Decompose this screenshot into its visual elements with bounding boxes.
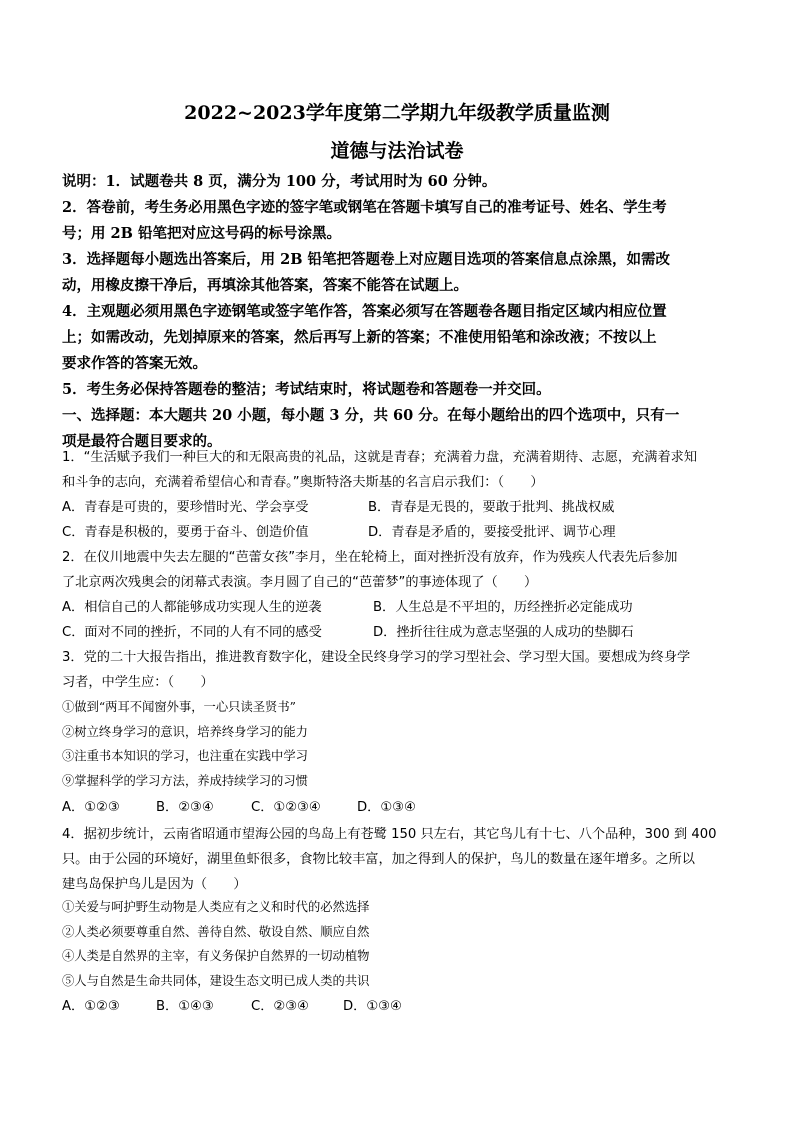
question-2-option-b[interactable]: B．人生总是不平坦的，历经挫折必定能成功 — [373, 600, 633, 615]
question-4-statement-1: ①关爱与呵护野生动物是人类应有之义和时代的必然选择 — [62, 900, 370, 914]
question-3-options — [62, 795, 734, 820]
question-3-statement-3: ③注重书本知识的学习，也注重在实践中学习 — [62, 749, 308, 763]
exam-title: 2022~2023学年度第二学期九年级教学质量监测 — [184, 102, 610, 124]
question-4-options — [62, 994, 734, 1019]
question-3-option-a[interactable]: A．①②③ — [62, 800, 120, 815]
question-3 — [62, 645, 734, 695]
question-2-stem-line-1: 2．在仪川地震中失去左腿的“芭蕾女孩”李月，坐在轮椅上，面对挫折没有放弃，作为残疾人代表先后参加 — [62, 550, 678, 565]
question-4-statement-2: ②人类必须要尊重自然、善待自然、敬设自然、顺应自然 — [62, 924, 370, 939]
instruction-1: 说明：1．试题卷共 8 页，满分为 100 分，考试用时为 60 分钟。 — [62, 173, 497, 190]
question-2-options — [62, 595, 734, 645]
question-4-statement-4: ⑤人与自然是生命共同体，建设生态文明已成人类的共识 — [62, 973, 370, 988]
question-4-stem-line-3: 建鸟岛保护鸟儿是因为（ ） — [62, 877, 247, 892]
question-4-statements — [62, 895, 734, 993]
question-1-stem-line-1: 1．“生活赋予我们一种巨大的和无限高贵的礼品，这就是青春；充满着力盘，充满着期待、志愿，充满着求知 — [62, 450, 698, 465]
instruction-4-line-3: 要求作答的答案无效。 — [62, 355, 207, 372]
instructions — [62, 169, 734, 455]
question-3-statement-4: ⑨掌握科学的学习方法，养成持续学习的习惯 — [62, 773, 308, 788]
question-4-option-a[interactable]: A．①②③ — [62, 999, 120, 1014]
question-3-stem-line-1: 3．党的二十大报告指出，推进教育数字化，建设全民终身学习的学习型社会、学习型大国。要想成为终身学 — [62, 650, 691, 665]
question-1-options — [62, 495, 734, 545]
question-3-option-d[interactable]: D．①③④ — [357, 800, 416, 815]
question-1-option-d[interactable]: D．青春是矛盾的，要接受批评、调节心理 — [368, 525, 616, 540]
question-4 — [62, 822, 734, 897]
question-3-statements — [62, 695, 734, 793]
instruction-2-line-2: 号；用 2B 铅笔把对应这号码的标号涂黑。 — [62, 225, 341, 242]
question-3-statement-1: ①做到“两耳不闻窗外事，一心只读圣贤书” — [62, 700, 296, 714]
question-3-stem-line-2: 习者，中学生应：（ ） — [62, 675, 214, 690]
question-1-stem-line-2: 和斗争的志向，充满着希望信心和青春。”奥斯特洛夫斯基的名言启示我们：（ ） — [62, 475, 544, 490]
instruction-4-line-1: 4．主观题必须用黑色字迹钢笔或签字笔作答，答案必须写在答题卷各题目指定区域内相应位置 — [62, 303, 667, 320]
question-1 — [62, 445, 734, 495]
question-4-option-c[interactable]: C．②③④ — [251, 999, 309, 1014]
question-3-option-b[interactable]: B．②③④ — [156, 800, 214, 815]
question-4-statement-3: ④人类是自然界的主宰，有义务保护自然界的一切动植物 — [62, 949, 370, 963]
question-2 — [62, 545, 734, 595]
question-4-option-b[interactable]: B．①④③ — [156, 999, 214, 1014]
question-1-option-c[interactable]: C．青春是积极的，要勇于奋斗、创造价值 — [62, 525, 309, 540]
question-2-option-d[interactable]: D．挫折往往成为意志坚强的人成功的垫脚石 — [373, 625, 634, 640]
question-1-option-b[interactable]: B．青春是无畏的，要敢于批判、挑战权威 — [368, 500, 615, 515]
instruction-2-line-1: 2．答卷前，考生务必用黑色字迹的签字笔或钢笔在答题卡填写自己的准考证号、姓名、学生考 — [62, 199, 667, 216]
question-2-stem-line-2: 了北京两次残奥会的闭幕式表演。李月圆了自己的“芭蕾梦”的事迹体现了（ ） — [62, 575, 538, 590]
question-2-option-a[interactable]: A．相信自己的人都能够成功实现人生的逆袭 — [62, 600, 322, 615]
instruction-4-line-2: 上；如需改动，先划掉原来的答案，然后再写上新的答案；不准使用铅笔和涂改液；不按以上 — [62, 329, 657, 346]
question-4-option-d[interactable]: D．①③④ — [343, 999, 402, 1014]
section-heading-line-2: 项是最符合题目要求的。 — [62, 433, 222, 450]
instruction-5: 5．考生务必保持答题卷的整洁；考试结束时，将试题卷和答题卷一并交回。 — [62, 381, 551, 398]
question-4-stem-line-1: 4．据初步统计，云南省昭通市望海公园的鸟岛上有苍鹭 150 只左右，其它鸟儿有十七、八个品种，300 到 400 — [62, 827, 717, 842]
question-3-option-c[interactable]: C．①②③④ — [251, 800, 321, 815]
question-3-statement-2: ②树立终身学习的意识，培养终身学习的能力 — [62, 724, 308, 739]
question-2-option-c[interactable]: C．面对不同的挫折，不同的人有不同的感受 — [62, 625, 322, 640]
instruction-3-line-2: 动，用橡皮擦干净后，再填涂其他答案，答案不能答在试题上。 — [62, 277, 468, 294]
exam-subtitle: 道德与法治试卷 — [330, 140, 464, 162]
question-1-option-a[interactable]: A．青春是可贵的，要珍惜时光、学会享受 — [62, 500, 309, 515]
instruction-3-line-1: 3．选择题每小题选出答案后，用 2B 铅笔把答题卷上对应题目选项的答案信息点涂黑，如需改 — [62, 251, 671, 268]
question-4-stem-line-2: 只。由于公园的环境好，湖里鱼虾很多，食物比较丰富，加之得到人的保护，鸟儿的数量在逐年增多。之所以 — [62, 852, 695, 867]
section-heading-line-1: 一、选择题：本大题共 20 小题，每小题 3 分，共 60 分。在每小题给出的四个选项中，只有一 — [62, 407, 680, 424]
